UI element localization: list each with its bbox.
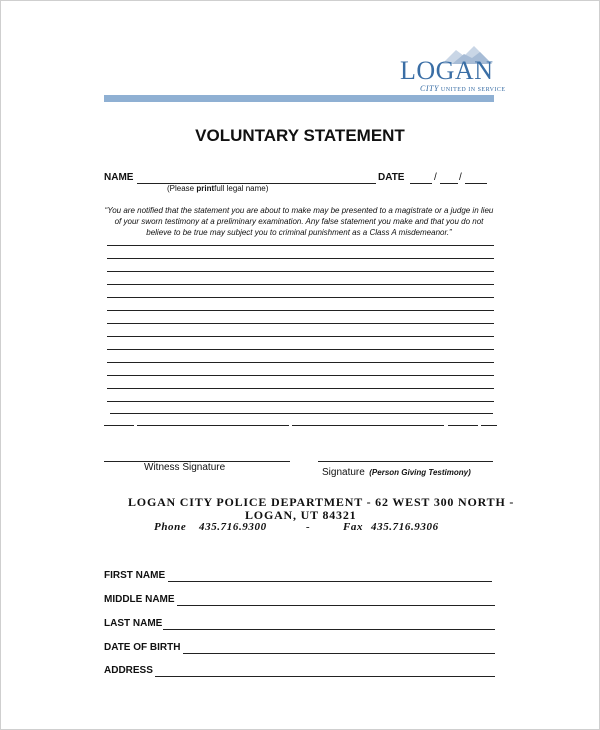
statement-line[interactable] [107,258,494,259]
statement-line[interactable] [107,245,494,246]
first-name-field[interactable] [168,581,492,582]
logo-wordmark: LOGAN [400,56,494,85]
statement-line[interactable] [107,362,494,363]
page-title: VOLUNTARY STATEMENT [195,126,405,145]
date-slash: / [434,172,437,183]
department-fax-label: Fax [343,521,364,533]
date-of-birth-label: DATE OF BIRTH [104,642,181,653]
name-hint-prefix: (Please [167,184,197,193]
statement-line[interactable] [107,284,494,285]
department-fax: 435.716.9306 [371,521,439,533]
middle-name-field[interactable] [177,605,495,606]
contact-separator: - [306,521,311,533]
date-month-field[interactable] [410,183,432,184]
header-band [104,95,494,102]
statement-line[interactable] [107,336,494,337]
date-label: DATE [378,172,405,183]
statement-line[interactable] [107,388,494,389]
statement-line[interactable] [107,271,494,272]
testimony-signature-caption [322,462,471,480]
date-slash: / [459,172,462,183]
address-label: ADDRESS [104,665,153,676]
name-label: NAME [104,172,134,183]
logo-tagline-row [420,84,506,93]
name-hint [167,184,268,193]
statement-line[interactable] [107,375,494,376]
logo-city: CITY [420,84,439,93]
first-name-label: FIRST NAME [104,570,166,581]
department-phone: 435.716.9300 [199,521,267,533]
address-field[interactable] [155,676,495,677]
statement-line-segment[interactable] [448,425,478,426]
statement-line-segment[interactable] [292,425,444,426]
department-address-line2: LOGAN, UT 84321 [245,508,357,522]
signature-note: (Person Giving Testimony) [369,468,471,477]
department-address-line1: LOGAN CITY POLICE DEPARTMENT - 62 WEST 300 NORTH - [128,495,515,509]
witness-signature-label: Witness Signature [144,462,226,473]
statement-line[interactable] [107,323,494,324]
statement-line-segment[interactable] [104,425,134,426]
statement-line-segment[interactable] [481,425,497,426]
date-day-field[interactable] [440,183,458,184]
statement-line[interactable] [107,297,494,298]
statement-line[interactable] [107,349,494,350]
department-phone-label: Phone [154,521,187,533]
name-hint-suffix: full legal name) [214,184,269,193]
middle-name-label: MIDDLE NAME [104,594,175,605]
signature-label: Signature [322,467,365,478]
last-name-label: LAST NAME [104,618,163,629]
logo-tagline: UNITED IN SERVICE [440,87,506,93]
statement-line[interactable] [110,413,493,414]
statement-line[interactable] [107,310,494,311]
statement-line[interactable] [107,401,494,402]
date-year-field[interactable] [465,183,487,184]
legal-notice: “You are notified that the statement you are about to make may be presented to a magistrate or a judge in lieu of your sworn testimony at a preliminary examination. Any false statement you make and that you do not believe to be true may subject you to criminal punishment as a Class A misdemeanor.” [104,206,494,237]
name-hint-bold: print [196,184,215,193]
statement-line-segment[interactable] [137,425,289,426]
last-name-field[interactable] [163,629,495,630]
date-of-birth-field[interactable] [183,653,495,654]
